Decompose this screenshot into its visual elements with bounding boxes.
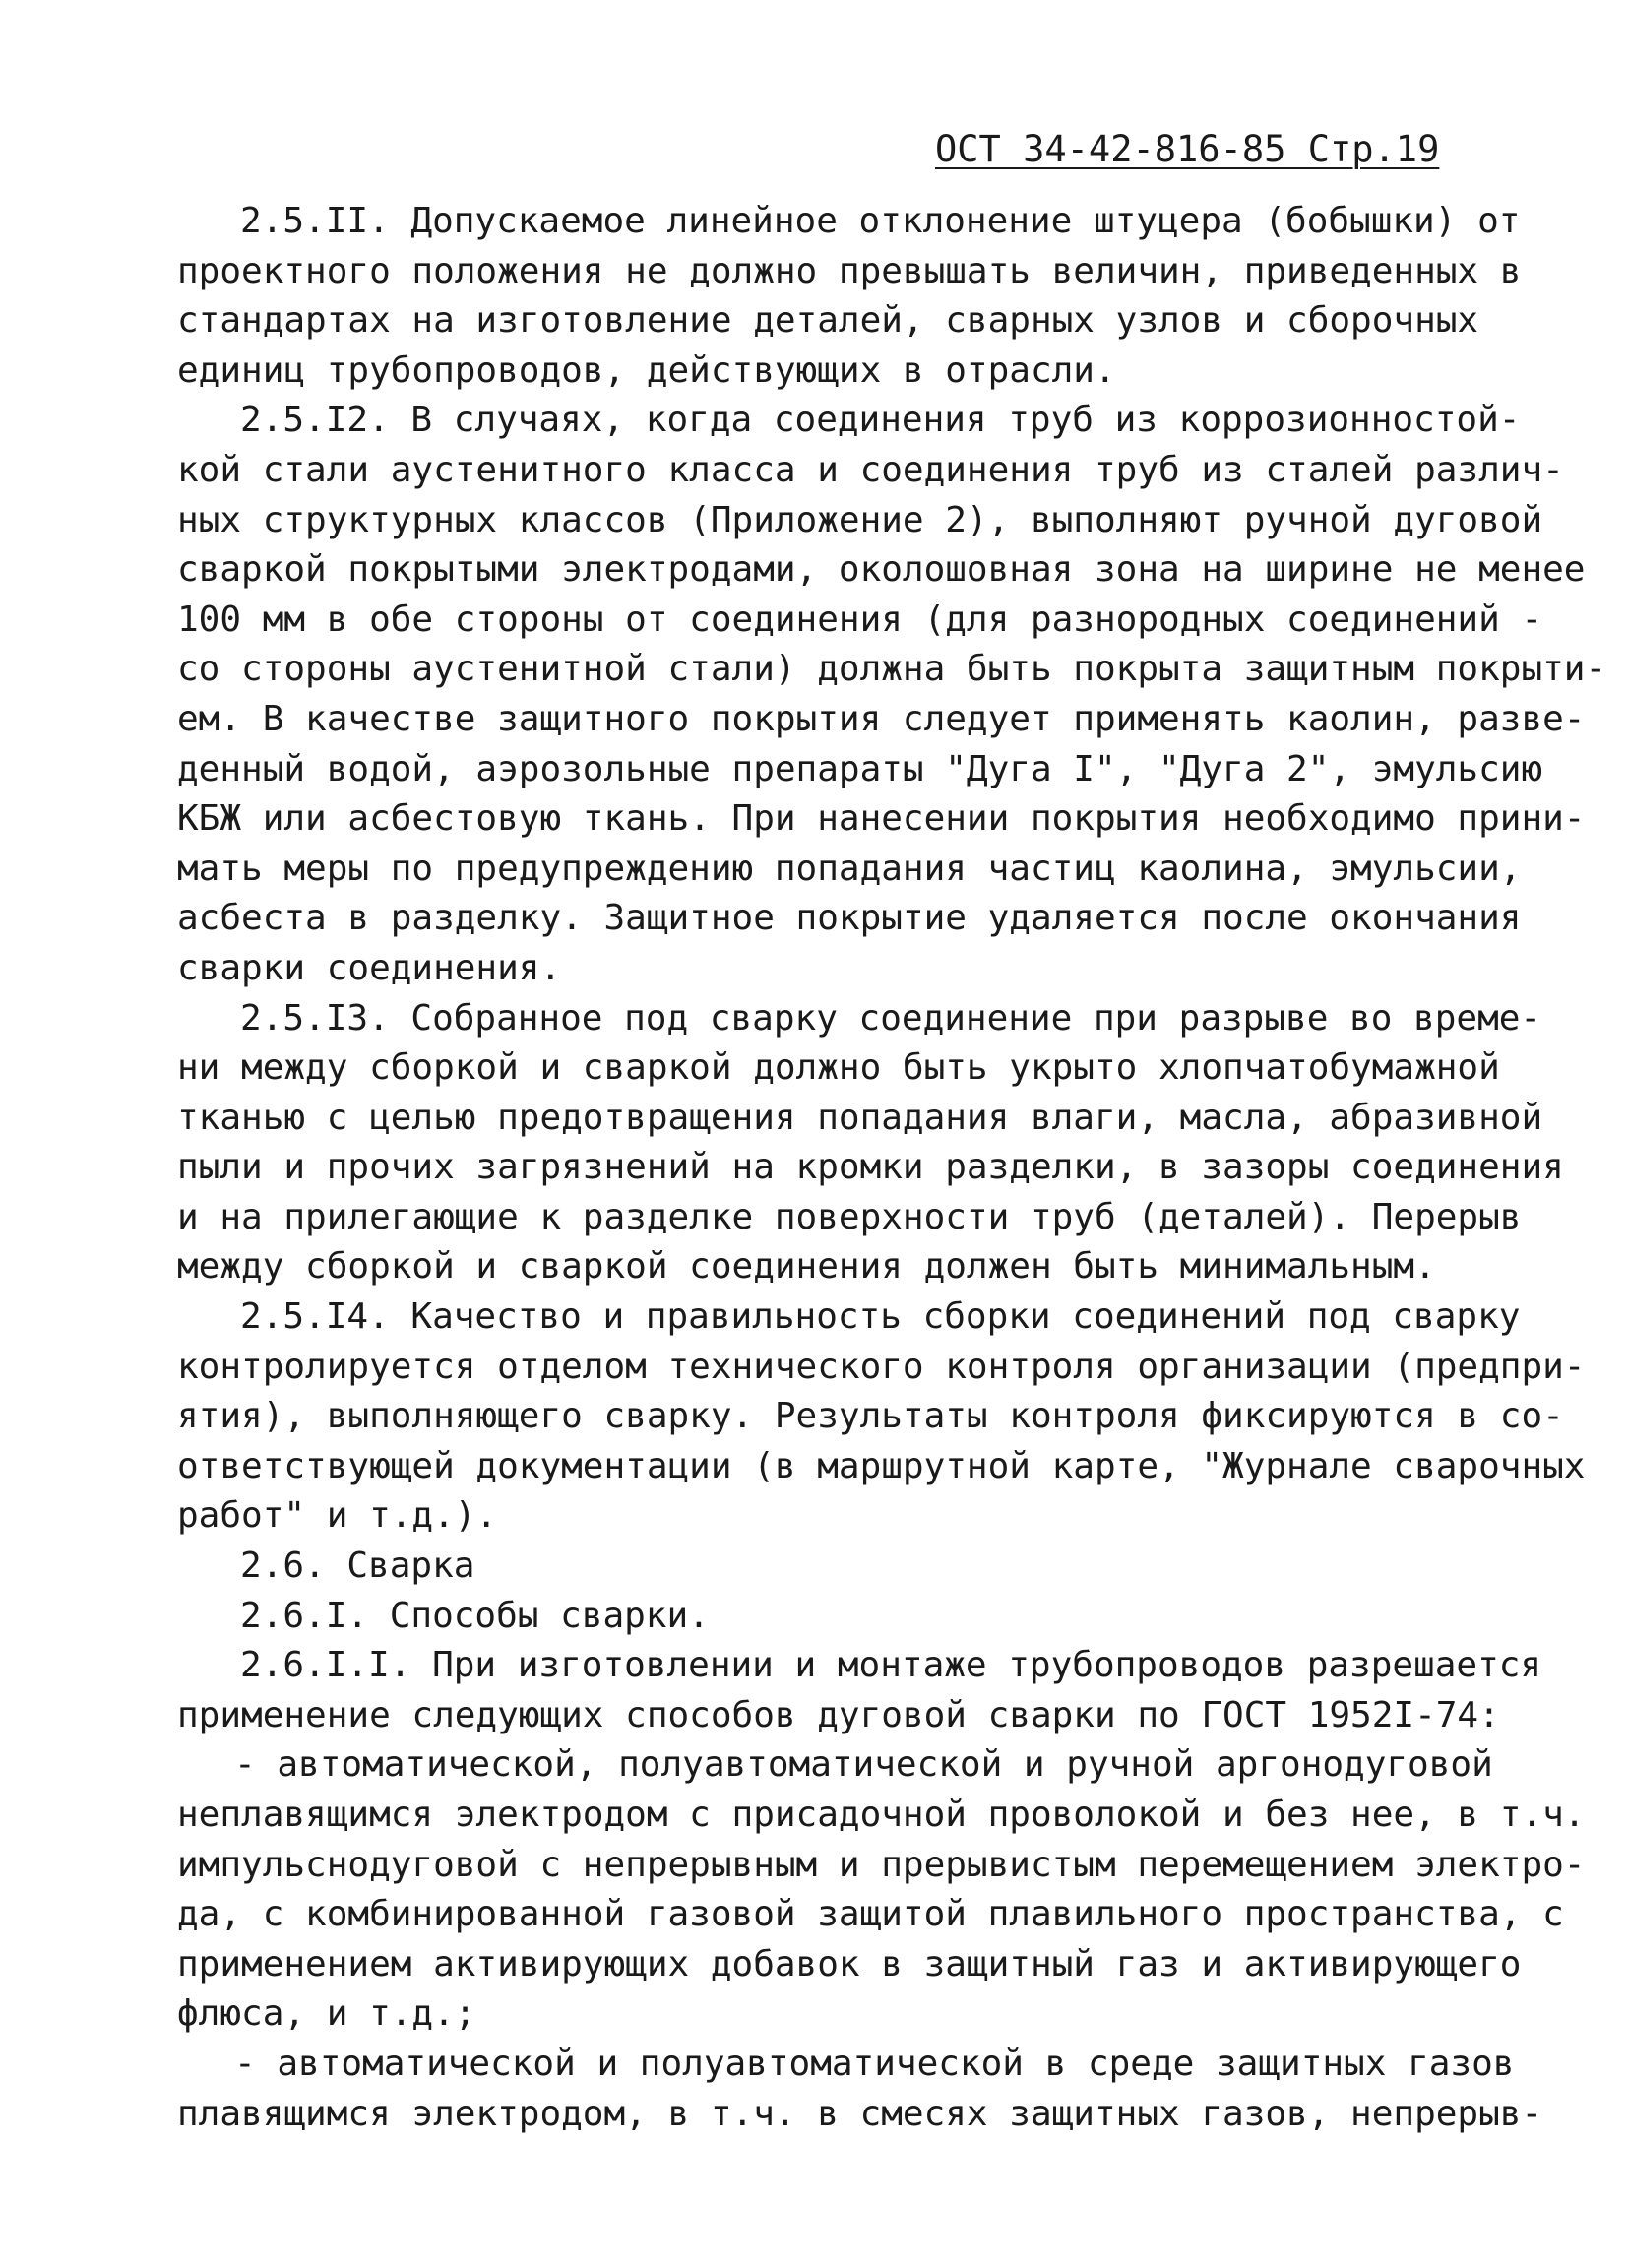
text-line: да, с комбинированной газовой защитой плавильного пространства, с: [177, 1894, 1564, 1935]
text-line: кой стали аустенитного класса и соединения труб из сталей различ-: [177, 449, 1564, 490]
text-line: ятия), выполняющего сварку. Результаты контроля фиксируются в со-: [177, 1396, 1564, 1437]
text-line: проектного положения не должно превышать величин, приведенных в: [177, 250, 1522, 291]
text-line: 2.5.I4. Качество и правильность сборки соединений под сварку: [240, 1296, 1521, 1338]
text-line: работ" и т.д.).: [177, 1495, 498, 1537]
text-line: 2.5.I3. Собранное под сварку соединение при разрыве во време-: [240, 997, 1542, 1039]
text-line: мать меры по предупреждению попадания частиц каолина, эмульсии,: [177, 848, 1522, 889]
text-line: и на прилегающие к разделке поверхности труб (деталей). Перерыв: [177, 1196, 1522, 1237]
text-line: сваркой покрытыми электродами, околошовная зона на ширине не менее: [177, 549, 1586, 591]
text-line: ни между сборкой и сваркой должно быть укрыто хлопчатобумажной: [177, 1047, 1500, 1089]
text-line: стандартах на изготовление деталей, сварных узлов и сборочных: [177, 300, 1479, 342]
page-header: ОСТ 34-42-816-85 Стр.19: [935, 128, 1440, 170]
list-item: - автоматической, полуавтоматической и ручной аргонодуговой: [234, 1744, 1493, 1786]
text-line: со стороны аустенитной стали) должна быть покрыта защитным покрыти-: [177, 649, 1607, 690]
text-line: контролируется отделом технического контроля организации (предпри-: [177, 1346, 1586, 1387]
text-line: импульснодуговой с непрерывным и прерывистым перемещением электро-: [177, 1844, 1586, 1885]
text-line: ответствующей документации (в маршрутной карте, "Журнале сварочных: [177, 1445, 1586, 1486]
document-body: [177, 197, 1607, 2139]
text-line: применение следующих способов дуговой сварки по ГОСТ 1952I-74:: [177, 1694, 1500, 1735]
text-line: асбеста в разделку. Защитное покрытие удаляется после окончания: [177, 898, 1522, 939]
text-line: КБЖ или асбестовую ткань. При нанесении покрытия необходимо прини-: [177, 798, 1586, 840]
text-line: единиц трубопроводов, действующих в отрасли.: [177, 349, 1116, 391]
text-line: 100 мм в обе стороны от соединения (для разнородных соединений -: [177, 598, 1543, 640]
text-line: 2.6.I.I. При изготовлении и монтаже трубопроводов разрешается: [240, 1645, 1542, 1686]
text-line: тканью с целью предотвращения попадания влаги, масла, абразивной: [177, 1097, 1543, 1138]
text-line: сварки соединения.: [177, 947, 562, 988]
text-line: ных структурных классов (Приложение 2), выполняют ручной дуговой: [177, 499, 1543, 540]
text-line: 2.5.I2. В случаях, когда соединения труб из коррозионностой-: [240, 400, 1521, 441]
text-line: применением активирующих добавок в защитный газ и активирующего: [177, 1943, 1522, 1984]
text-line: пыли и прочих загрязнений на кромки разделки, в зазоры соединения: [177, 1147, 1564, 1188]
text-line: неплавящимся электродом с присадочной проволокой и без нее, в т.ч.: [177, 1795, 1586, 1835]
subsection-heading: 2.6.I. Способы сварки.: [240, 1595, 710, 1636]
text-line: 2.5.II. Допускаемое линейное отклонение штуцера (бобышки) от: [240, 201, 1521, 241]
section-heading: 2.6. Сварка: [240, 1545, 475, 1587]
text-line: между сборкой и сваркой соединения должен быть минимальным.: [177, 1246, 1436, 1288]
text-line: денный водой, аэрозольные препараты "Дуга I", "Дуга 2", эмульсию: [177, 748, 1543, 789]
text-line: плавящимся электродом, в т.ч. в смесях защитных газов, непрерыв-: [177, 2093, 1543, 2134]
text-line: ем. В качестве защитного покрытия следует применять каолин, разве-: [177, 698, 1586, 739]
text-line: флюса, и т.д.;: [177, 1993, 476, 2035]
list-item: - автоматической и полуавтоматической в среде защитных газов: [234, 2043, 1515, 2084]
